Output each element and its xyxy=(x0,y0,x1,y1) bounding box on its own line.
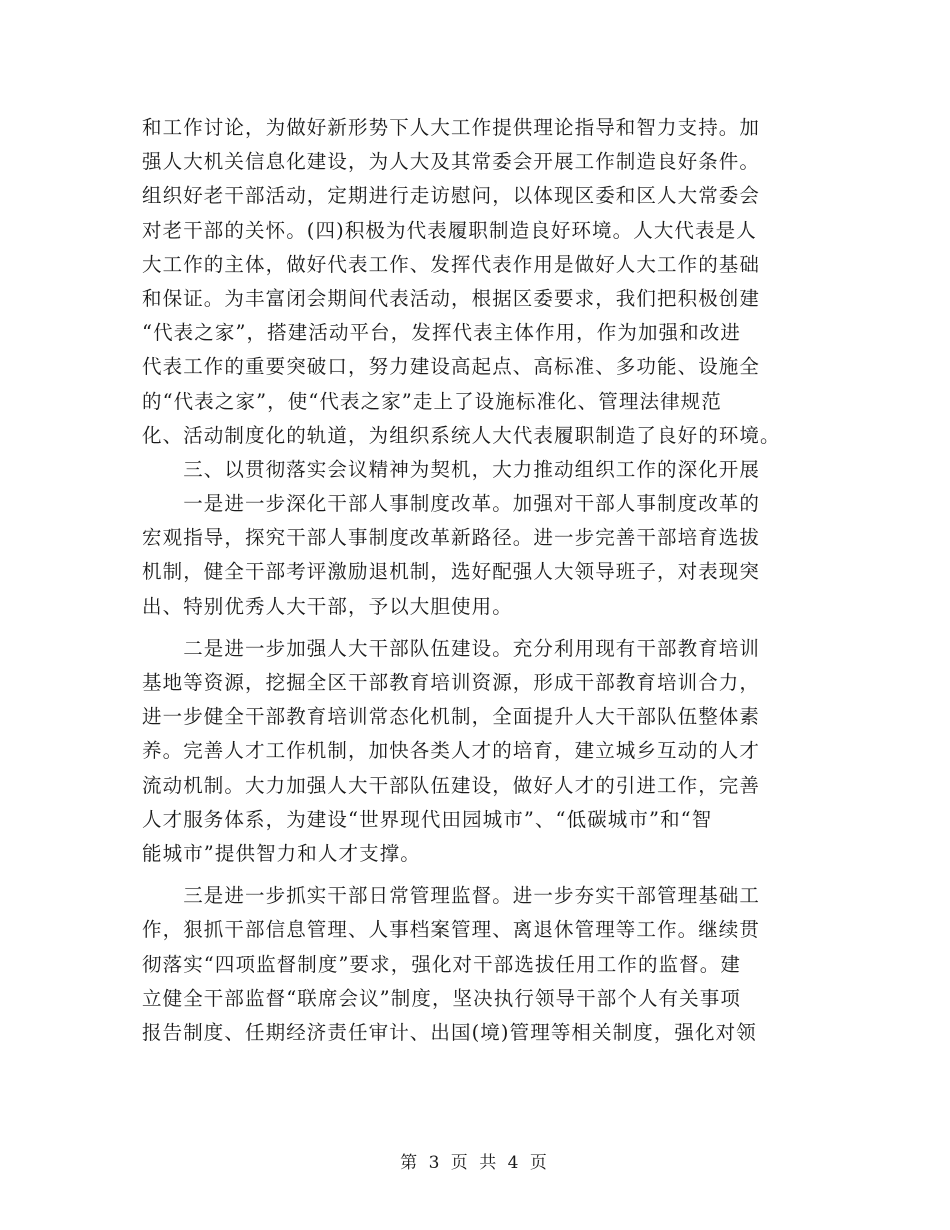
paragraph-cadre-team xyxy=(142,632,810,871)
paragraph-gap xyxy=(142,871,810,879)
section-heading-three xyxy=(142,453,810,487)
text-line: 和保证。为丰富闭会期间代表活动，根据区委要求，我们把积极创建 xyxy=(142,286,761,310)
page-number-footer: 第 3 页 共 4 页 xyxy=(400,1153,550,1173)
text-line: 立健全干部监督“联席会议”制度，坚决执行领导干部个人有关事项 xyxy=(142,986,741,1010)
paragraph-gap xyxy=(142,624,810,632)
text-line: 养。完善人才工作机制，加快各类人才的培育，建立城乡互动的人才 xyxy=(142,739,761,763)
text-line: 基地等资源，挖掘全区干部教育培训资源，形成干部教育培训合力， xyxy=(142,671,761,694)
text-line: 进一步健全干部教育培训常态化机制，全面提升人大干部队伍整体素 xyxy=(142,705,761,729)
text-line: 三是进一步抓实干部日常管理监督。进一步夯实干部管理基础工 xyxy=(142,884,761,908)
text-line: 强人大机关信息化建设，为人大及其常委会开展工作制造良好条件。 xyxy=(142,150,761,174)
paragraph-personnel-reform xyxy=(142,487,810,624)
text-line: 组织好老干部活动，定期进行走访慰问，以体现区委和区人大常委会 xyxy=(142,184,761,208)
document-body xyxy=(142,111,810,1050)
text-line: 能城市”提供智力和人才支撑。 xyxy=(142,841,421,865)
text-line: 机制，健全干部考评激励退机制，选好配强人大领导班子，对表现突 xyxy=(142,560,761,584)
text-line: 化、活动制度化的轨道，为组织系统人大代表履职制造了良好的环境。 xyxy=(142,423,781,447)
paragraph-representatives xyxy=(142,111,810,453)
heading-line: 三、以贯彻落实会议精神为契机，大力推动组织工作的深化开展 xyxy=(142,457,761,481)
text-line: 作，狠抓干部信息管理、人事档案管理、离退休管理等工作。继续贯 xyxy=(142,918,761,942)
text-line: 出、特别优秀人大干部，予以大胆使用。 xyxy=(142,594,513,618)
text-line: “代表之家”，搭建活动平台，发挥代表主体作用，作为加强和改进 xyxy=(142,321,741,345)
text-line: 彻落实“四项监督制度”要求，强化对干部选拔任用工作的监督。建 xyxy=(142,952,741,976)
text-line: 大工作的主体，做好代表工作、发挥代表作用是做好人大工作的基础 xyxy=(142,252,761,276)
text-line: 一是进一步深化干部人事制度改革。加强对干部人事制度改革的 xyxy=(142,492,761,516)
text-line: 二是进一步加强人大干部队伍建设。充分利用现有干部教育培训 xyxy=(142,636,761,660)
text-line: 人才服务体系，为建设“世界现代田园城市”、“低碳城市”和“智 xyxy=(142,807,713,831)
text-line: 的“代表之家”，使“代表之家”走上了设施标准化、管理法律规范 xyxy=(142,389,722,413)
text-line: 和工作讨论，为做好新形势下人大工作提供理论指导和智力支持。加 xyxy=(142,116,761,139)
text-line: 对老干部的关怀。(四)积极为代表履职制造良好环境。人大代表是人 xyxy=(142,218,757,242)
text-line: 代表工作的重要突破口，努力建设高起点、高标准、多功能、设施全 xyxy=(142,355,761,379)
text-line: 宏观指导，探究干部人事制度改革新路径。进一步完善干部培育选拔 xyxy=(142,526,761,550)
text-line: 报告制度、任期经济责任审计、出国(境)管理等相关制度，强化对领 xyxy=(142,1020,757,1044)
paragraph-supervision xyxy=(142,879,810,1050)
text-line: 流动机制。大力加强人大干部队伍建设，做好人才的引进工作，完善 xyxy=(142,773,761,797)
